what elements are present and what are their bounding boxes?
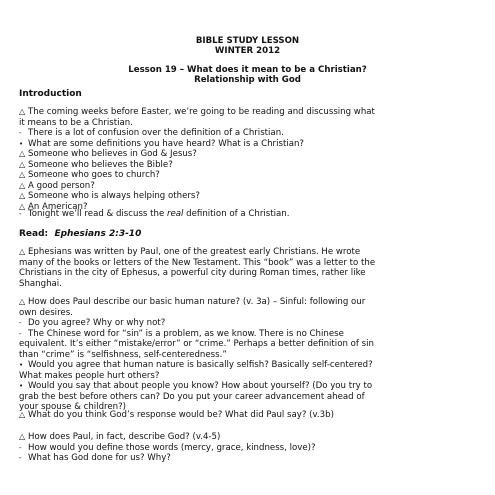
- closing-emphasis: real: [166, 209, 184, 219]
- triangle-bullet-icon: △: [19, 159, 26, 169]
- question-line: Would you say that about people you know? How about yourself? (Do you try to: [28, 381, 373, 391]
- paragraph-line: Shanghai.: [19, 278, 62, 289]
- question-line: How would you define those words (mercy, grace, kindness, love)?: [28, 442, 316, 453]
- question-line: your spouse & children?): [19, 402, 127, 412]
- document-subtitle: WINTER 2012: [214, 46, 281, 56]
- question-line: What makes people hurt others?: [19, 370, 160, 381]
- intro-line: What are some definitions you have heard? What is a Christian?: [28, 138, 304, 149]
- list-item: Someone who goes to church?: [28, 170, 160, 180]
- triangle-bullet-icon: △: [19, 247, 26, 256]
- paragraph-line: Christians in the city of Ephesus, a powerful city during Roman times, rather like: [19, 268, 366, 278]
- paragraph-line: many of the books or letters of the New Testament. This “book” was a letter to the: [19, 257, 376, 268]
- dash-bullet-icon: -: [19, 129, 22, 137]
- intro-paragraph-line: The coming weeks before Easter, we’re going to be reading and discussing what: [28, 107, 375, 117]
- dot-bullet-icon: •: [19, 382, 24, 390]
- list-item: Someone who believes in God & Jesus?: [28, 149, 197, 159]
- lesson-title: Lesson 19 – What does it mean to be a Christian?: [128, 65, 367, 75]
- triangle-bullet-icon: △: [19, 180, 26, 190]
- god-section: [19, 432, 481, 464]
- triangle-bullet-icon: △: [19, 107, 26, 116]
- intro-closing: [19, 209, 481, 220]
- question-line: What has God done for us? Why?: [28, 453, 171, 463]
- dot-bullet-icon: •: [19, 361, 24, 369]
- lesson-header: [0, 65, 495, 85]
- triangle-bullet-icon: △: [19, 201, 26, 211]
- closing-text-a: Tonight we’ll read & discuss the: [28, 209, 167, 219]
- question-line: equivalent. It’s either “mistake/error” or “crime.” Perhaps a better definition of sin: [19, 339, 374, 349]
- list-item: A good person?: [28, 180, 95, 191]
- read-section: [19, 229, 481, 240]
- lesson-subtitle: Relationship with God: [194, 75, 301, 85]
- question-line: How does Paul describe our basic human nature? (v. 3a) – Sinful: following our: [28, 297, 366, 307]
- dash-bullet-icon: -: [19, 210, 22, 218]
- triangle-bullet-icon: △: [19, 191, 26, 200]
- response-section: [19, 410, 481, 421]
- introduction-body: [19, 107, 481, 212]
- intro-line: There is a lot of confusion over the definition of a Christian.: [28, 128, 284, 138]
- read-label: Read:: [19, 229, 49, 239]
- ephesians-paragraph: [19, 247, 481, 289]
- intro-paragraph-line: it means to be a Christian.: [19, 117, 133, 128]
- dot-bullet-icon: •: [19, 139, 24, 148]
- triangle-bullet-icon: △: [19, 410, 26, 419]
- list-item: Someone who is always helping others?: [28, 191, 200, 201]
- question-line: The Chinese word for “sin” is a problem, as we know. There is no Chinese: [28, 328, 344, 339]
- list-item: Someone who believes the Bible?: [28, 159, 173, 170]
- triangle-bullet-icon: △: [19, 149, 26, 158]
- triangle-bullet-icon: △: [19, 170, 26, 179]
- closing-text-b: definition of a Christian.: [183, 209, 290, 219]
- document-header: [0, 36, 495, 56]
- introduction-section: [19, 89, 481, 100]
- question-line: grab the best before others can? Do you put your career advancement ahead of: [19, 391, 365, 402]
- paragraph-line: Ephesians was written by Paul, one of the greatest early Christians. He wrote: [28, 247, 361, 257]
- dash-bullet-icon: -: [19, 329, 22, 338]
- triangle-bullet-icon: △: [19, 297, 26, 306]
- question-line: Do you agree? Why or why not?: [28, 318, 166, 328]
- dash-bullet-icon: -: [19, 443, 22, 452]
- question-line: than “crime” is “selfishness, self-centeredness.”: [19, 349, 227, 360]
- introduction-heading: Introduction: [19, 89, 82, 99]
- triangle-bullet-icon: △: [19, 432, 26, 441]
- dash-bullet-icon: -: [19, 454, 22, 462]
- document-title: BIBLE STUDY LESSON: [195, 36, 300, 46]
- human-nature-section: [19, 297, 481, 413]
- question-line: What do you think God’s response would be? What did Paul say? (v.3b): [28, 410, 334, 420]
- dash-bullet-icon: -: [19, 319, 22, 327]
- question-line: How does Paul, in fact, describe God? (v.4-5): [28, 432, 221, 442]
- question-line: own desires.: [19, 307, 73, 318]
- list-item: An American?: [28, 201, 88, 212]
- scripture-reference: Ephesians 2:3-10: [54, 229, 142, 239]
- question-line: Would you agree that human nature is basically selfish? Basically self-centered?: [28, 360, 373, 370]
